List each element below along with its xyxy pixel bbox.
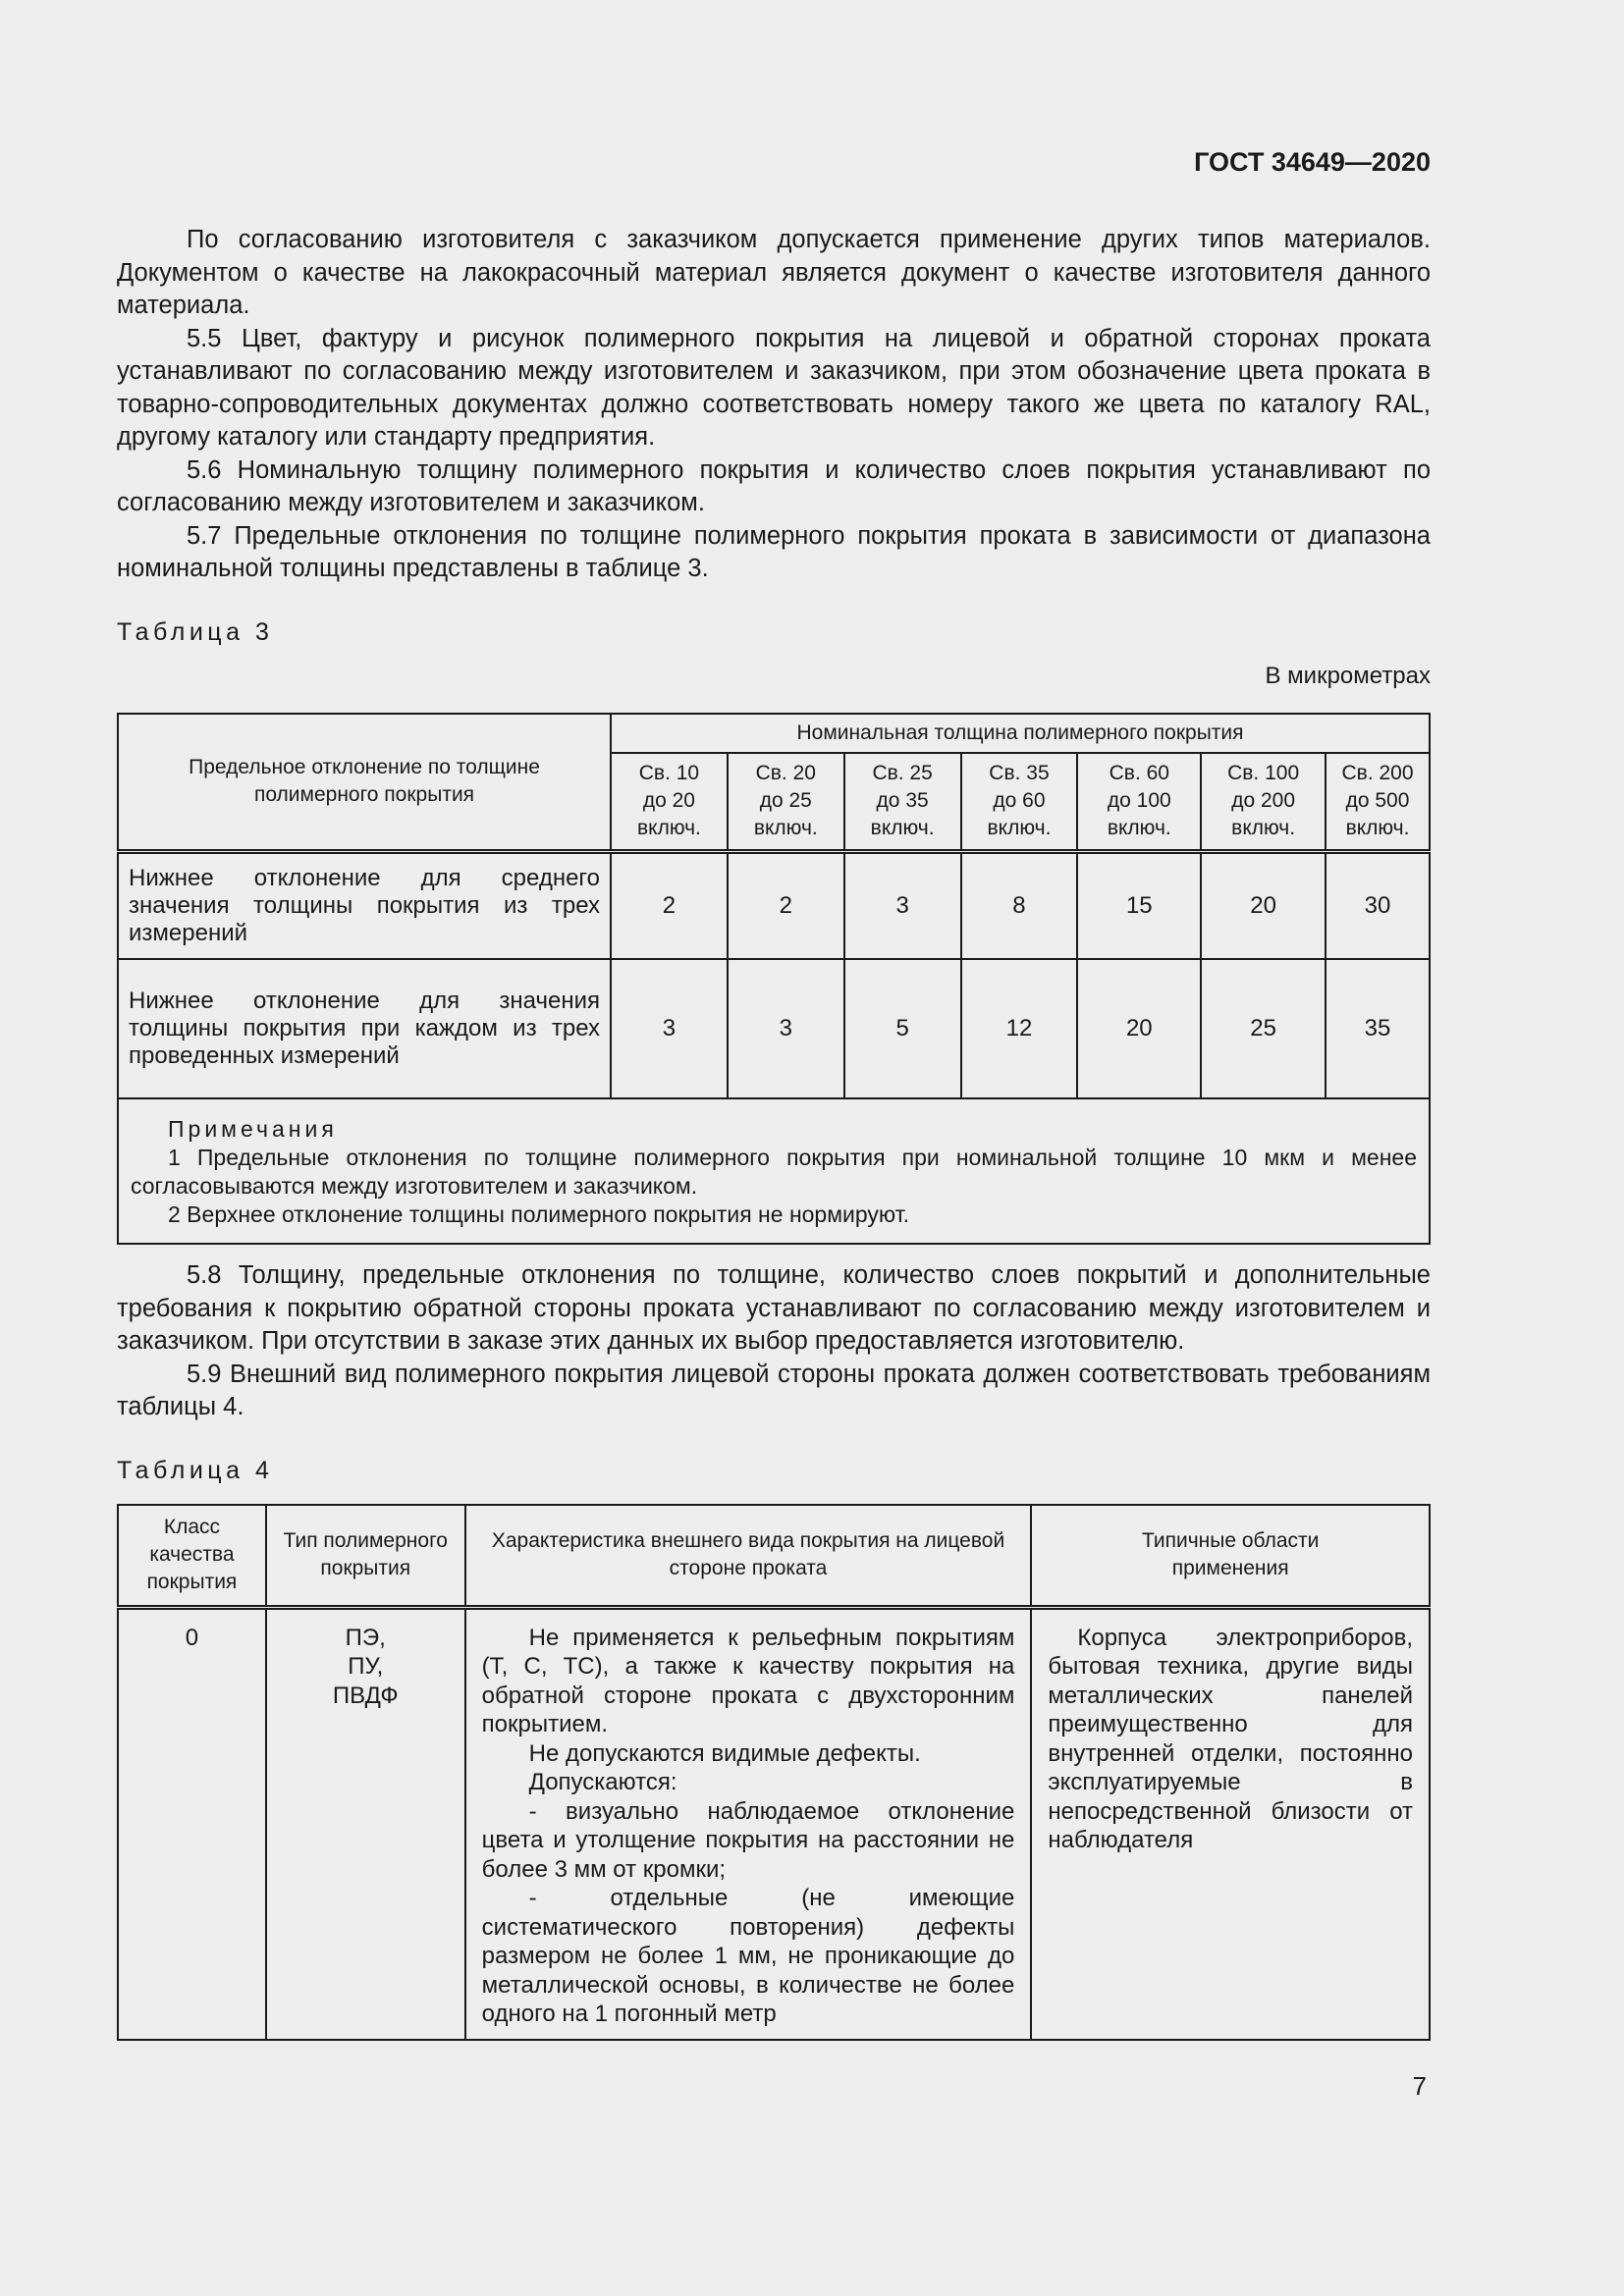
table-row [118, 1607, 1430, 2040]
appearance-description-cell: Не применяется к рельефным покрытиям (Т, С, ТС), а также к качеству покрытия на обратной стороне проката с двухсторонним покрытием. Не допускаются видимые дефекты. Допускаются: - визуально наблюдаемое отклонение цвета и утолщение покрытия на расстоянии не более 3 мм от кромки; - отдельные (не имеющие систематического повторения) дефекты размером не более 1 мм, не проникающие до металлической основы, в количестве не более одного на 1 погонный метр [465, 1607, 1032, 2040]
paragraph-5-9: 5.9 Внешний вид полимерного покрытия лицевой стороны проката должен соответствовать требованиям таблицы 4. [117, 1360, 1431, 1420]
table4-col-header: Тип полимерного покрытия [266, 1505, 465, 1607]
notes-title: Примечания [168, 1116, 338, 1142]
table3-row-label: Нижнее отклонение для значения толщины покрытия при каждом из трех проведенных измерений [118, 959, 611, 1098]
table3-units: В микрометрах [1265, 663, 1431, 689]
table4-col-header: Характеристика внешнего вида покрытия на лицевой стороне проката [465, 1505, 1032, 1607]
paragraph: По согласованию изготовителя с заказчиком допускается применение других типов материалов. Документом о качестве на лакокрасочный материал является документ о качестве изготовителя данного материала. [117, 226, 1431, 319]
table3 [117, 713, 1431, 1245]
table3-cell: 20 [1201, 851, 1326, 959]
table-row [118, 851, 1430, 959]
paragraph-5-7: 5.7 Предельные отклонения по толщине полимерного покрытия проката в зависимости от диапазона номинальной толщины представлены в таблице 3. [117, 521, 1431, 582]
table3-notes-row [118, 1098, 1430, 1244]
note-item: 1 Предельные отклонения по толщине полимерного покрытия при номинальной толщине 10 мкм и менее согласовываются между изготовителем и заказчиком. [131, 1145, 1417, 1199]
table3-cell: 25 [1201, 959, 1326, 1098]
table4 [117, 1504, 1431, 2041]
table3-cell: 2 [728, 851, 844, 959]
table3-notes [118, 1098, 1430, 1244]
table3-cell: 8 [961, 851, 1078, 959]
document-number: ГОСТ 34649—2020 [1194, 147, 1431, 177]
table3-col-header: Св. 60 до 100 включ. [1077, 753, 1201, 851]
application-cell: Корпуса электроприборов, бытовая техника, другие виды металлических панелей преимущественно для внутренней отделки, постоянно эксплуатируемые в непосредственной близости от наблюдателя [1031, 1607, 1430, 2040]
table3-row-label: Нижнее отклонение для среднего значения толщины покрытия из трех измерений [118, 851, 611, 959]
table3-cell: 5 [844, 959, 961, 1098]
table3-cell: 2 [611, 851, 728, 959]
table3-cell: 15 [1077, 851, 1201, 959]
table4-label: Таблица 4 [117, 1457, 274, 1484]
table3-label: Таблица 3 [117, 618, 274, 646]
page-number: 7 [1412, 2071, 1427, 2101]
paragraph-5-8: 5.8 Толщину, предельные отклонения по толщине, количество слоев покрытий и дополнительные требования к покрытию обратной стороны проката устанавливают по согласованию между изготовителем и заказчиком. При отсутствии в заказе этих данных их выбор предоставляется изготовителю. [117, 1261, 1431, 1355]
table3-col-header: Св. 35 до 60 включ. [961, 753, 1078, 851]
table3-col-header: Св. 10 до 20 включ. [611, 753, 728, 851]
table3-row-header: Предельное отклонение по толщине полимерного покрытия [118, 714, 611, 851]
section-text-top [117, 224, 1431, 586]
section-text-middle [117, 1259, 1431, 1424]
table4-col-header: Класс качества покрытия [118, 1505, 266, 1607]
paragraph-5-6: 5.6 Номинальную толщину полимерного покрытия и количество слоев покрытия устанавливают по согласованию между изготовителем и заказчиком. [117, 455, 1431, 516]
paragraph-5-5: 5.5 Цвет, фактуру и рисунок полимерного покрытия на лицевой и обратной сторонах проката устанавливают по согласованию между изготовителем и заказчиком, при этом обозначение цвета проката в товарно-сопроводительных документах должно соответствовать номеру такого же цвета по каталогу RAL, другому каталогу или стандарту предприятия. [117, 324, 1431, 451]
table3-cell: 20 [1077, 959, 1201, 1098]
table3-cell: 3 [728, 959, 844, 1098]
table3-cell: 12 [961, 959, 1078, 1098]
table3-cell: 30 [1326, 851, 1430, 959]
table3-cell: 35 [1326, 959, 1430, 1098]
table3-col-header: Св. 100 до 200 включ. [1201, 753, 1326, 851]
note-item: 2 Верхнее отклонение толщины полимерного покрытия не нормируют. [168, 1201, 910, 1227]
table3-cell: 3 [611, 959, 728, 1098]
quality-class-cell: 0 [118, 1607, 266, 2040]
table4-col-header: Типичные области применения [1031, 1505, 1430, 1607]
table3-group-header: Номинальная толщина полимерного покрытия [611, 714, 1430, 753]
table-row [118, 959, 1430, 1098]
table3-col-header: Св. 20 до 25 включ. [728, 753, 844, 851]
table3-col-header: Св. 200 до 500 включ. [1326, 753, 1430, 851]
coating-type-cell: ПЭ, ПУ, ПВДФ [266, 1607, 465, 2040]
table3-col-header: Св. 25 до 35 включ. [844, 753, 961, 851]
table3-cell: 3 [844, 851, 961, 959]
